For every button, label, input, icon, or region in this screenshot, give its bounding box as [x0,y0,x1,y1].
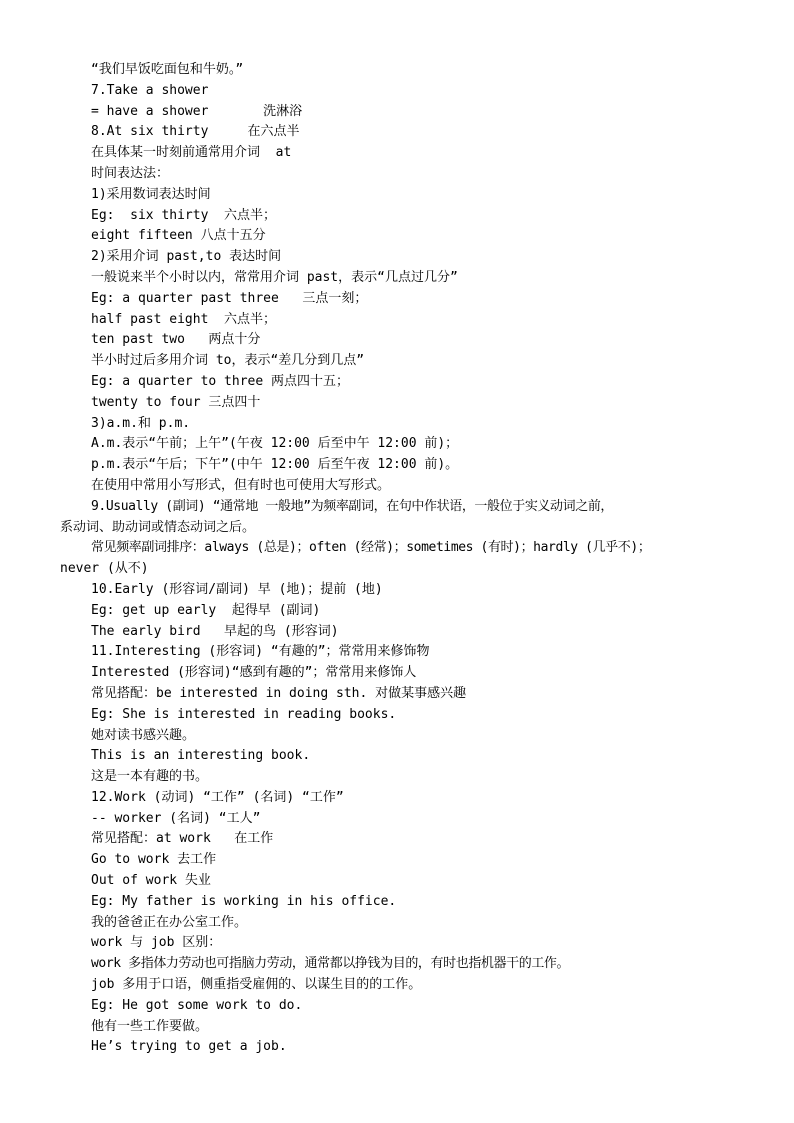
text-line: p.m.表示“午后；下午”(中午 12:00 后至午夜 12:00 前)。 [91,457,459,473]
text-line: 3)a.m.和 p.m. [91,415,191,431]
text-line: Eg: My father is working in his office. [91,893,397,909]
text-line: This is an interesting book. [91,748,311,764]
text-line: 时间表达法： [91,165,170,181]
text-line: 系动词、助动词或情态动词之后。 [60,519,256,535]
document-page [0,60,794,1058]
text-line: 他有一些工作要做。 [91,1018,209,1034]
text-line: The early bird 早起的鸟 (形容词) [91,623,339,639]
text-line: half past eight 六点半； [91,311,277,327]
text-line: Go to work 去工作 [91,852,217,868]
text-line: eight fifteen 八点十五分 [91,228,266,244]
text-line: 在使用中常用小写形式，但有时也可使用大写形式。 [91,477,391,493]
text-line: job 多用于口语，侧重指受雇佣的、以谋生目的的工作。 [91,977,422,993]
text-line: Interested (形容词)“感到有趣的”；常常用来修饰人 [91,665,417,681]
text-line: never (从不) [60,561,149,577]
text-line: 1)采用数词表达时间 [91,186,211,202]
text-line: 在具体某一时刻前通常用介词 at [91,145,292,161]
text-line: 11.Interesting (形容词) “有趣的”；常常用来修饰物 [91,644,430,660]
text-line: ten past two 两点十分 [91,332,261,348]
text-line: Out of work 失业 [91,873,211,889]
text-line: 2)采用介词 past,to 表达时间 [91,249,282,265]
text-line: Eg: She is interested in reading books. [91,706,397,722]
text-line: 7.Take a shower [91,82,209,98]
text-line: -- worker (名词) “工人” [91,810,261,826]
text-line: “我们早饭吃面包和牛奶。” [91,62,244,77]
text-line: Eg: He got some work to do. [91,997,303,1013]
text-line: Eg: a quarter past three 三点一刻； [91,290,368,306]
text-line: 我的爸爸正在办公室工作。 [91,914,248,930]
text-line: 这是一本有趣的书。 [91,769,209,785]
text-line: work 多指体力劳动也可指脑力劳动，通常都以挣钱为目的，有时也指机器干的工作。 [91,956,570,972]
text-line: 常见搭配：at work 在工作 [91,831,274,847]
text-line: 半小时过后多用介词 to，表示“差几分到几点” [91,353,365,369]
text-line: 12.Work (动词) “工作” (名词) “工作” [91,789,344,805]
text-line: = have a shower 洗淋浴 [91,103,303,119]
text-line: 8.At six thirty 在六点半 [91,124,300,140]
text-line: A.m.表示“午前；上午”(午夜 12:00 后至中午 12:00 前)； [91,436,459,452]
text-line: 一般说来半个小时以内，常常用介词 past，表示“几点过几分” [91,269,458,285]
text-line: twenty to four 三点四十 [91,394,261,410]
text-line: work 与 job 区别： [91,935,222,951]
text-line: Eg: six thirty 六点半； [91,207,277,223]
text-line: 她对读书感兴趣。 [91,727,196,743]
text-line: He’s trying to get a job. [91,1039,287,1055]
text-line: Eg: a quarter to three 两点四十五； [91,373,350,389]
text-line: Eg: get up early 起得早 (副词) [91,602,321,618]
text-line: 常见频率副词排序：always (总是)；often (经常)；sometimes (有时)；hardly (几乎不)； [91,540,651,556]
text-line: 常见搭配：be interested in doing sth. 对做某事感兴趣 [91,685,467,701]
text-line: 9.Usually (副词) “通常地 一般地”为频率副词，在句中作状语，一般位于实义动词之前， [91,498,614,514]
text-line: 10.Early (形容词/副词) 早 (地)；提前 (地) [91,581,383,597]
